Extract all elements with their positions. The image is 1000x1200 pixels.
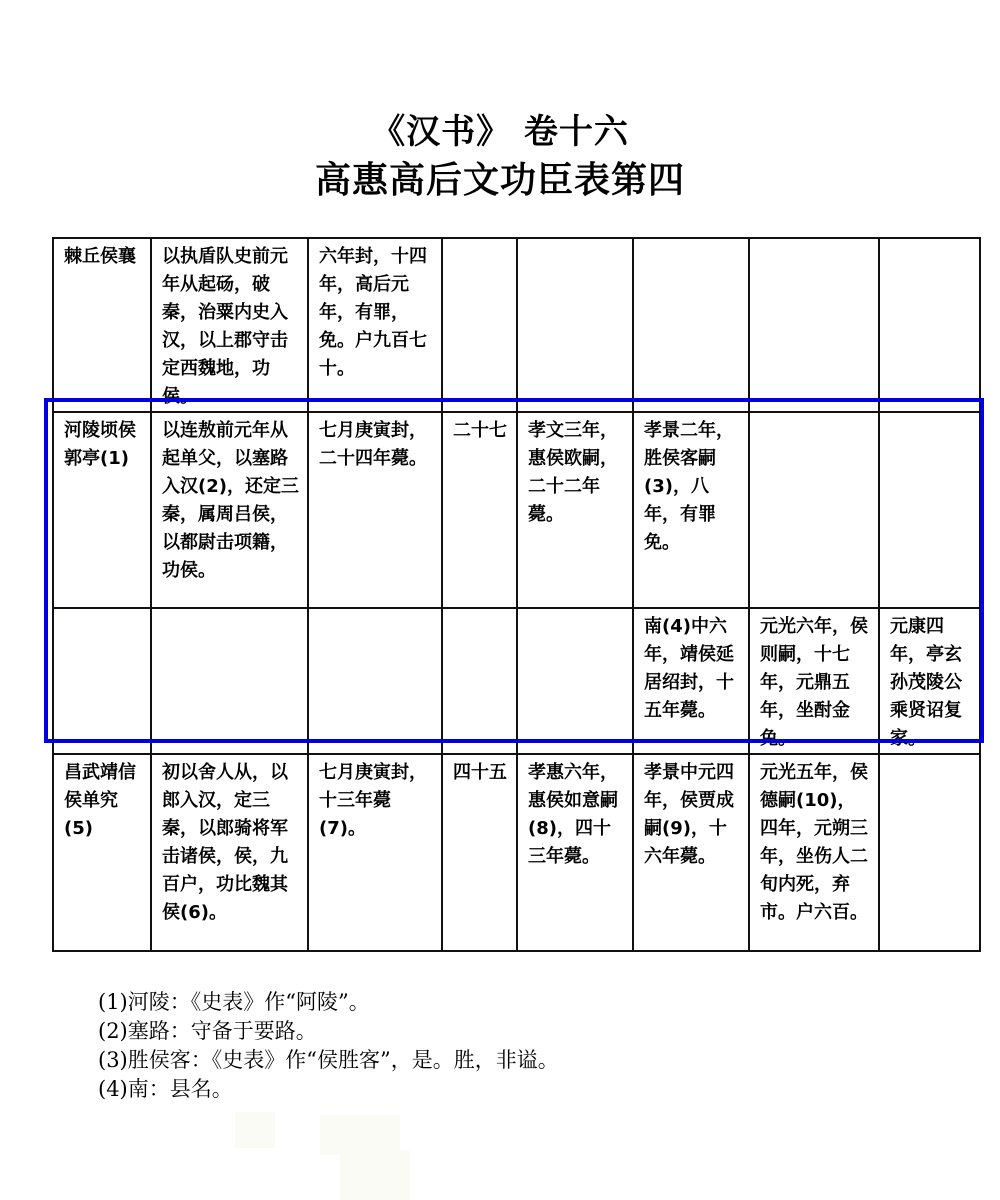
cell-gen3 [633,238,749,412]
book-title: 《汉书》 卷十六 [371,112,629,152]
cell-rank: 二十七 [442,412,517,608]
cell-enfeoffment: 七月庚寅封，二十四年薨。 [308,412,442,608]
cell-gen5 [879,412,980,608]
cell-rank [442,608,517,754]
cell-title: 棘丘侯襄 [53,238,151,412]
table-row-changwu [53,754,980,951]
cell-merit: 以连敖前元年从起单父，以塞路入汉(2)，还定三秦，属周吕侯，以都尉击项籍，功侯。 [151,412,308,608]
cell-gen2: 孝惠六年，惠侯如意嗣(8)，四十三年薨。 [517,754,633,951]
cell-gen5 [879,238,980,412]
cell-gen5 [879,754,980,951]
cell-gen2: 孝文三年，惠侯欧嗣，二十二年薨。 [517,412,633,608]
cell-gen4 [749,412,879,608]
footnote-2: (2)塞路：守备于要路。 [98,1019,317,1043]
cell-title: 昌武靖信侯单究(5) [53,754,151,951]
faint-artifact [235,1112,275,1148]
table-row-heling [53,412,980,608]
cell-enfeoffment: 六年封，十四年，高后元年，有罪，免。户九百七十。 [308,238,442,412]
cell-title: 河陵顷侯郭亭(1) [53,412,151,608]
footnote-3: (3)胜侯客：《史表》作“侯胜客”，是。胜，非谥。 [98,1048,559,1072]
cell-enfeoffment [308,608,442,754]
cell-gen2 [517,608,633,754]
cell-gen3: 孝景中元四年，侯贾成嗣(9)，十六年薨。 [633,754,749,951]
footnote-1: (1)河陵：《史表》作“阿陵”。 [98,990,370,1014]
chapter-title: 高惠高后文功臣表第四 [314,160,685,201]
cell-gen2 [517,238,633,412]
cell-gen4 [749,238,879,412]
faint-artifact [320,1115,400,1155]
footnote-4: (4)南：县名。 [98,1077,233,1101]
cell-gen3: 孝景二年，胜侯客嗣(3)，八年，有罪免。 [633,412,749,608]
cell-gen4: 元光六年，侯则嗣，十七年，元鼎五年，坐酎金免。 [749,608,879,754]
cell-rank [442,238,517,412]
cell-merit [151,608,308,754]
cell-merit: 以执盾队史前元年从起砀，破秦，治粟内史入汉，以上郡守击定西魏地，功侯。 [151,238,308,412]
cell-gen3: 南(4)中六年，靖侯延居绍封，十五年薨。 [633,608,749,754]
cell-gen4: 元光五年，侯德嗣(10)，四年，元朔三年，坐伤人二旬内死，弃市。户六百。 [749,754,879,951]
cell-rank: 四十五 [442,754,517,951]
cell-title [53,608,151,754]
table-row-heling-cont [53,608,980,754]
cell-merit: 初以舍人从，以郎入汉，定三秦，以郎骑将军击诸侯，侯，九百户，功比魏其侯(6)。 [151,754,308,951]
cell-gen5: 元康四年，亭玄孙茂陵公乘贤诏复家。 [879,608,980,754]
table-row-jiqiu [53,238,980,412]
footnotes [98,988,559,1104]
cell-enfeoffment: 七月庚寅封，十三年薨(7)。 [308,754,442,951]
nobility-table [52,237,981,952]
faint-artifact [340,1150,410,1200]
